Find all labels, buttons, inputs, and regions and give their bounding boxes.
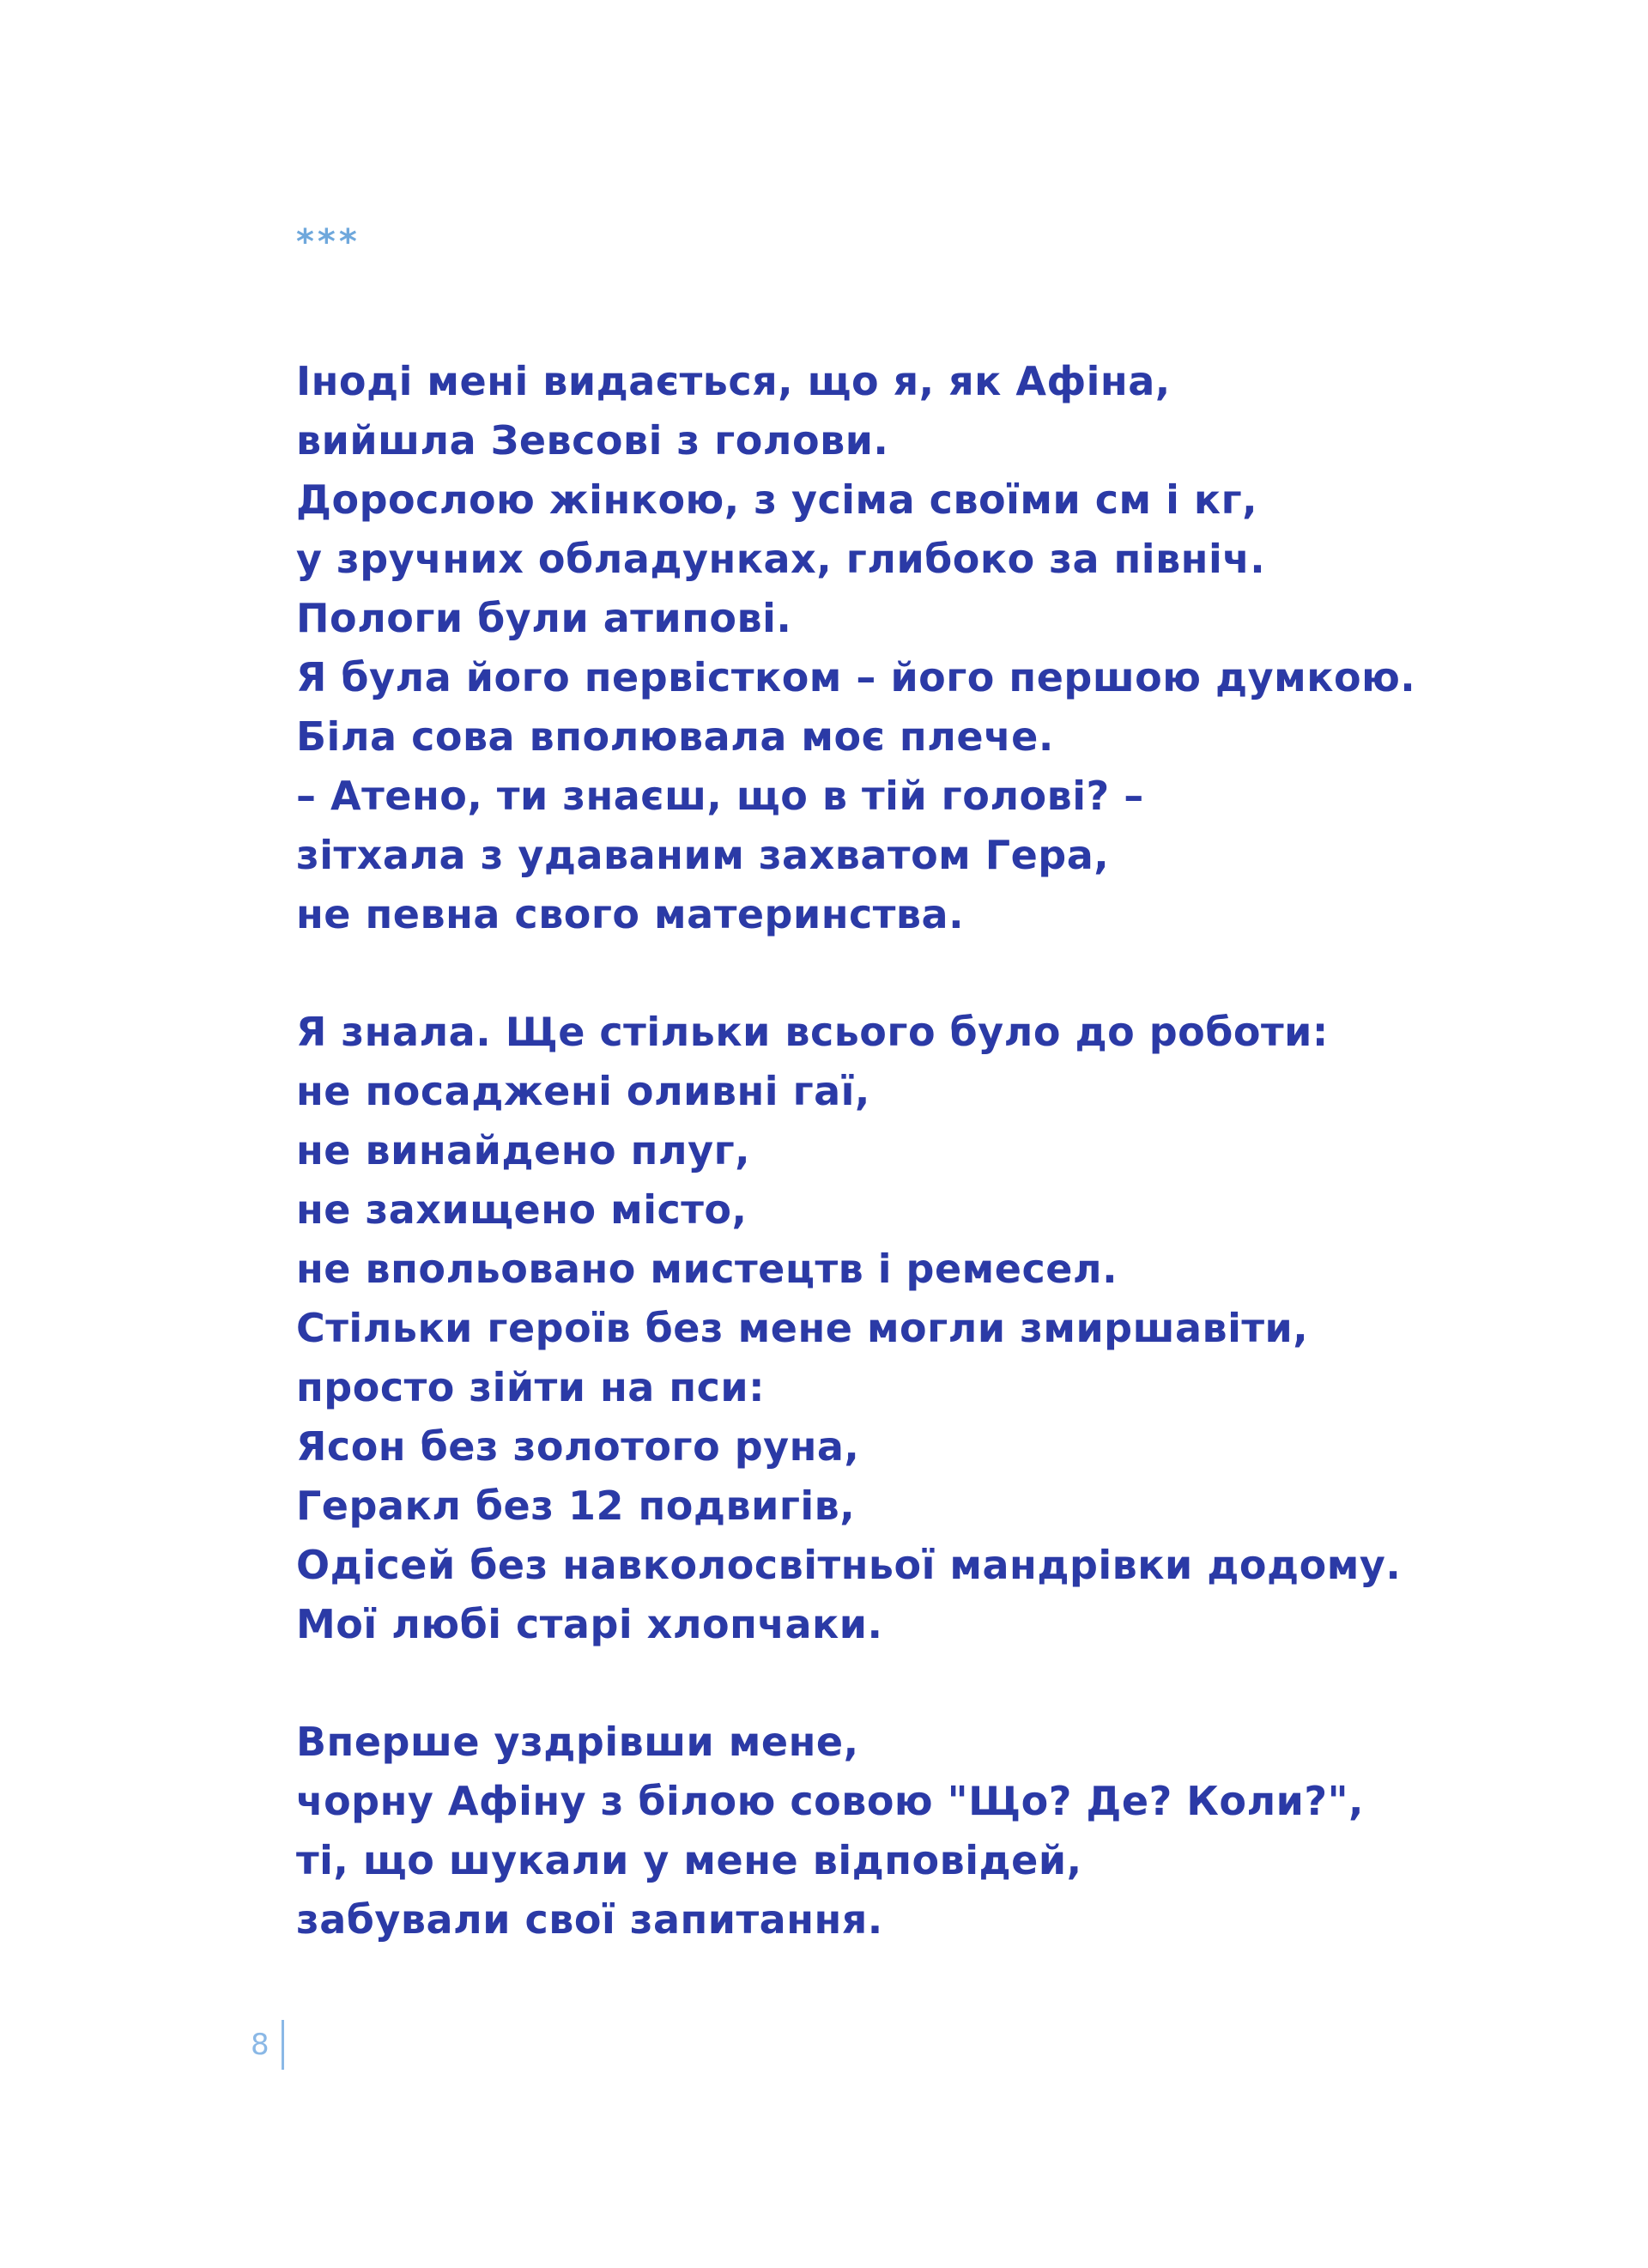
section-ornament: *** [296,222,360,262]
poem-line: Пологи були атипові. [296,595,792,641]
poem-line: вийшла Зевсові з голови. [296,417,889,464]
poem-line: Іноді мені видається, що я, як Афіна, [296,358,1171,404]
footer-divider [282,2020,284,2070]
poem-line: – Атено, ти знаєш, що в тій голові? – [296,773,1144,819]
poem-line: Мої любі старі хлопчаки. [296,1601,883,1647]
poem-line: Одісей без навколосвітньої мандрівки додому. [296,1542,1402,1588]
poem-line: не певна свого материнства. [296,891,965,937]
poem-line: Дорослою жінкою, з усіма своїми см і кг, [296,476,1258,523]
poem-line: Я була його первістком – його першою думкою. [296,654,1416,700]
poem-line: зітхала з удаваним захватом Гера, [296,832,1110,878]
poem-body [296,352,1498,2008]
stanza-3 [296,1713,1498,1950]
poem-line: Геракл без 12 подвигів, [296,1483,856,1529]
poem-line: Стільки героїв без мене могли змиршавіти, [296,1305,1309,1351]
poem-line: не посаджені оливні гаї, [296,1068,870,1114]
poem-line: просто зійти на пси: [296,1364,766,1410]
stanza-2 [296,1003,1498,1654]
poem-line: не впольовано мистецтв і ремесел. [296,1246,1118,1292]
poem-line: Вперше уздрівши мене, [296,1719,859,1765]
poem-line: забували свої запитання. [296,1896,883,1943]
poem-line: Я знала. Ще стільки всього було до роботи: [296,1009,1329,1055]
poem-line: чорну Афіну з білою совою "Що? Де? Коли?", [296,1778,1365,1824]
page-number: 8 [251,2028,270,2062]
stanza-1 [296,352,1498,944]
poem-line: не винайдено плуг, [296,1127,751,1173]
page-footer [251,2019,284,2071]
poem-line: не захищено місто, [296,1186,748,1233]
poem-line: ті, що шукали у мене відповідей, [296,1837,1082,1883]
poem-line: у зручних обладунках, глибоко за північ. [296,536,1266,582]
poem-line: Біла сова вполювала моє плече. [296,713,1054,760]
poem-line: Ясон без золотого руна, [296,1423,860,1470]
